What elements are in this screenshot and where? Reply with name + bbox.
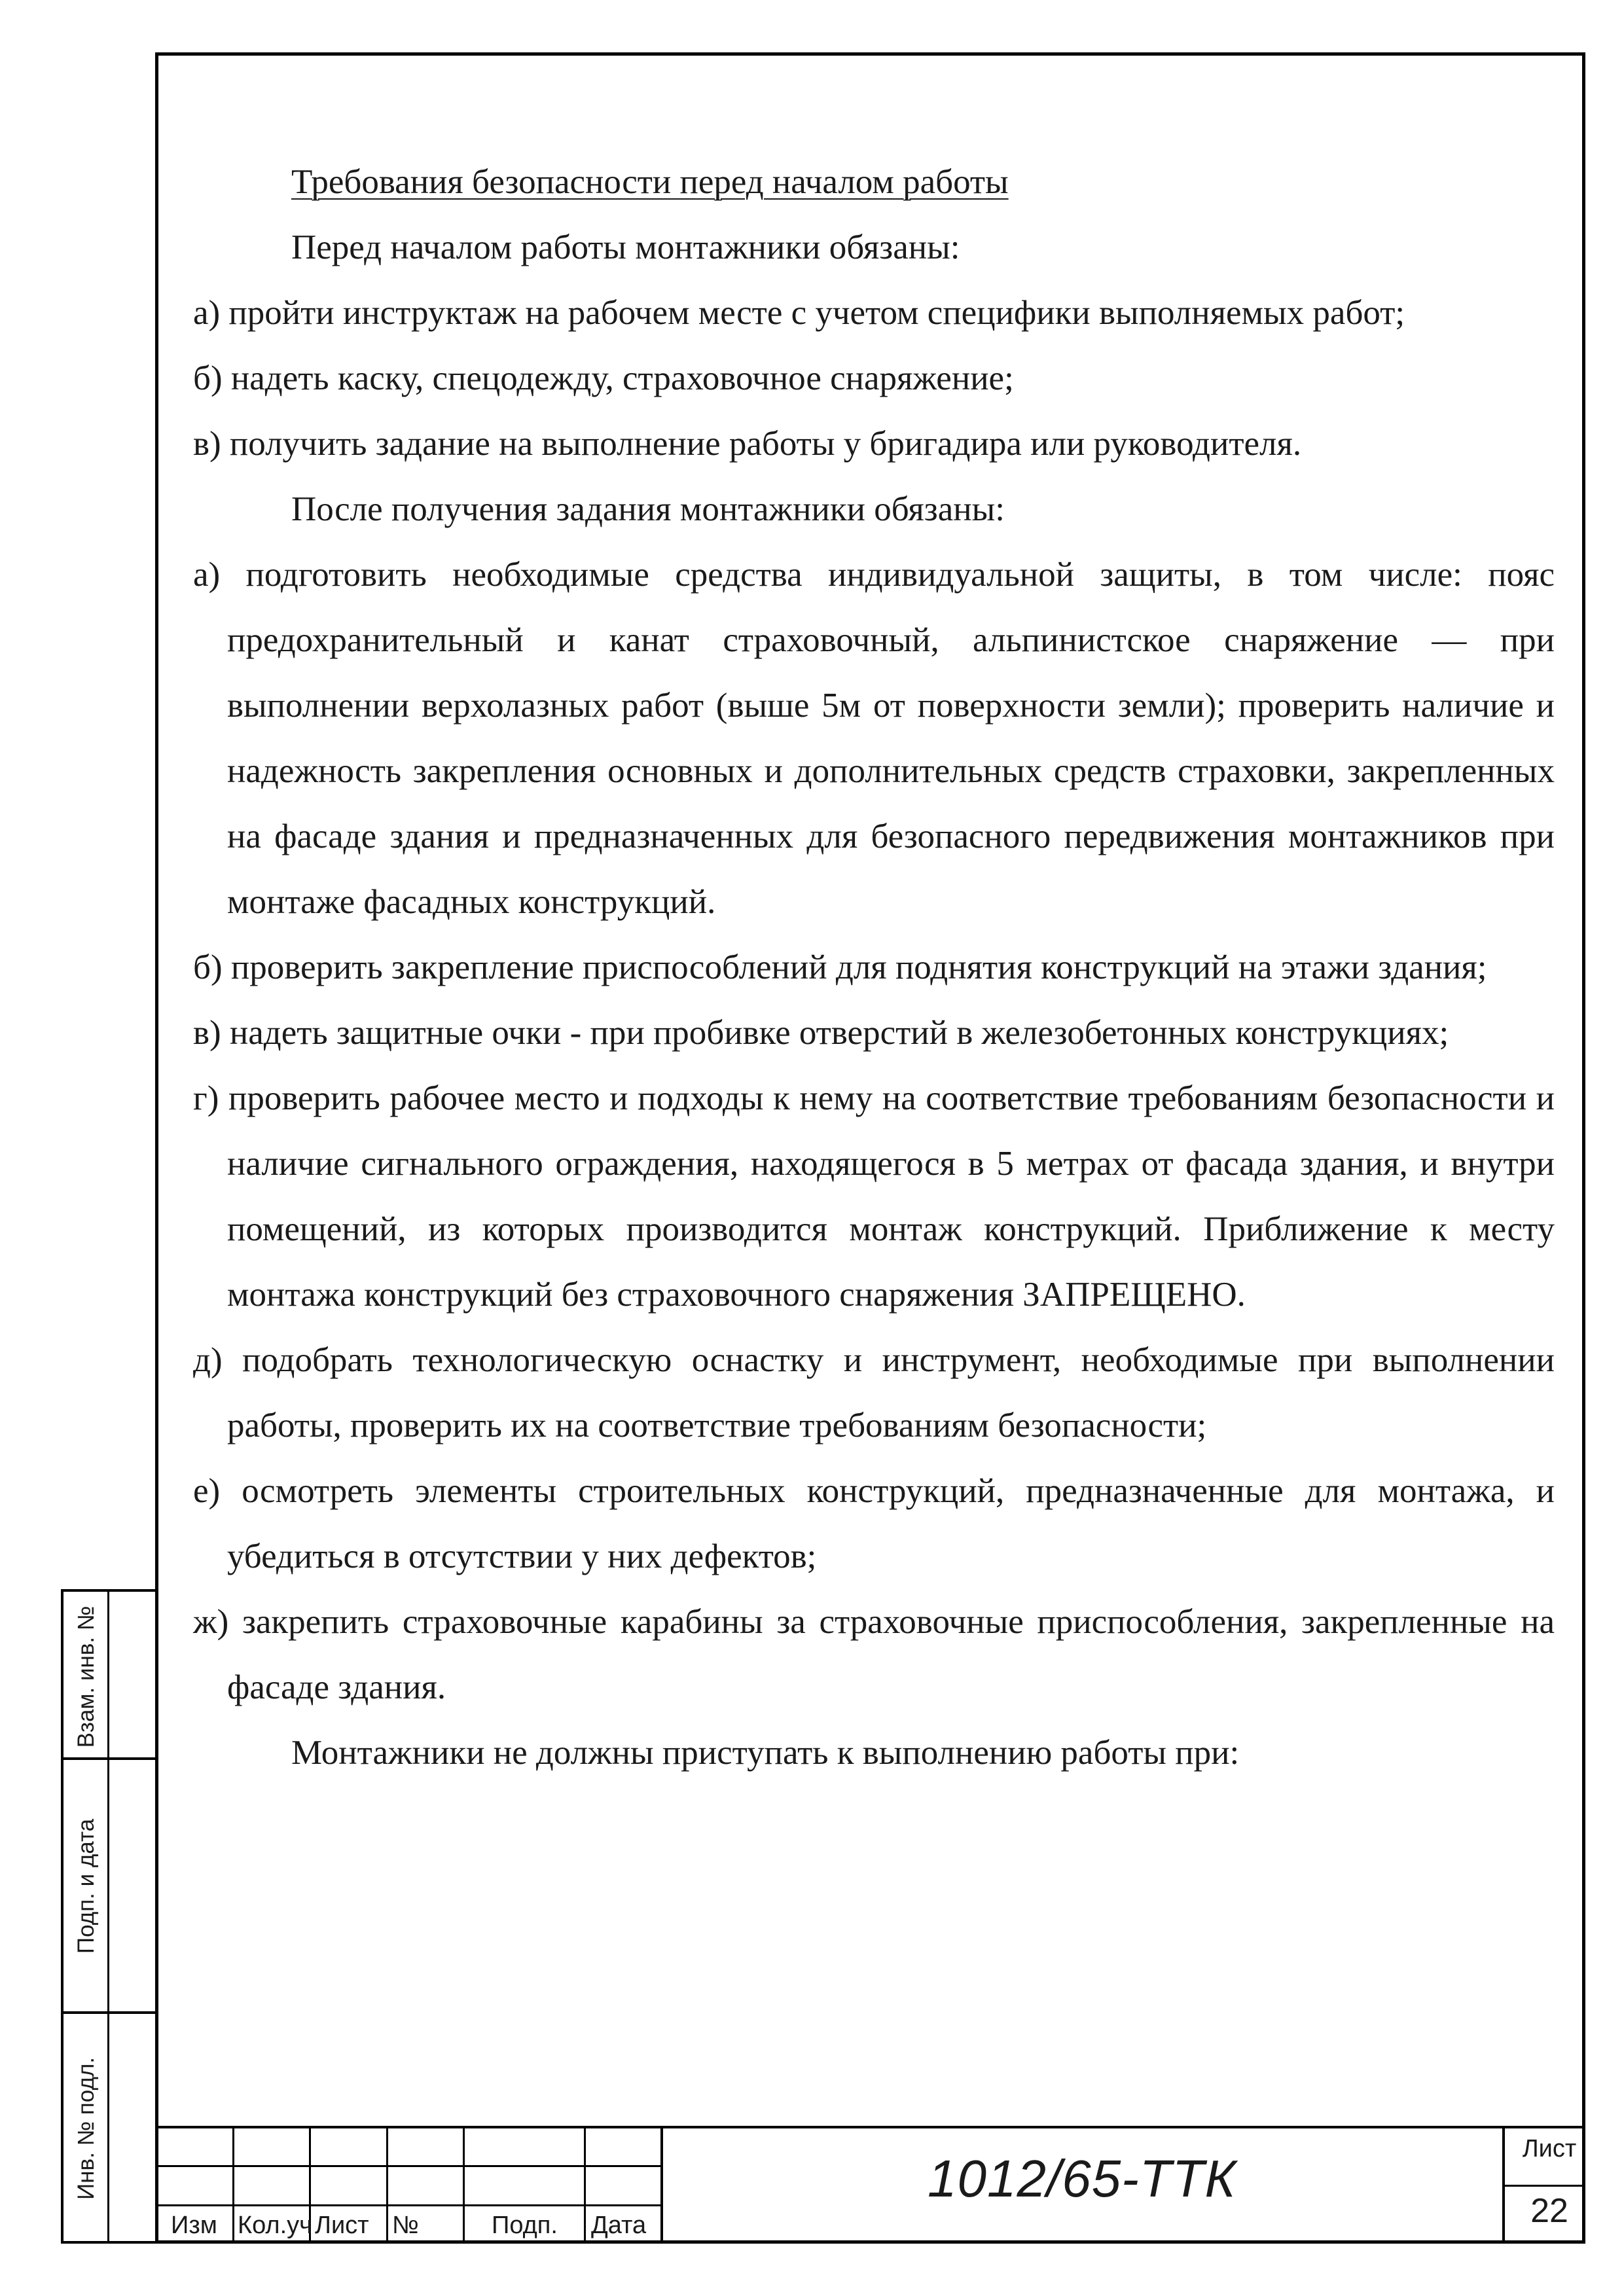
col-header-sheet: Лист	[315, 2212, 369, 2239]
sheet-number: 22	[1530, 2192, 1568, 2230]
intro-paragraph: Перед началом работы монтажники обязаны:	[291, 228, 960, 266]
list-item: д) подобрать технологическую оснастку и инструмент, необходимые при выполнении работы, проверить их на соответствие требованиям безопасности;	[193, 1341, 1555, 1444]
title-block-col-line	[660, 2126, 663, 2244]
list-item: в) получить задание на выполнение работы у бригадира или руководителя.	[193, 425, 1302, 463]
list-item: ж) закрепить страховочные карабины за страховочные приспособления, закрепленные на фасаде здания.	[193, 1603, 1555, 1706]
list-item: г) проверить рабочее место и подходы к нему на соответствие требованиям безопасности и наличие сигнального ограждения, находящегося в 5 метрах от фасада здания, и внутри помещений, из которых производится монтаж конструкций. Приближение к месту монтажа конструкций без страховочного снаряжения ЗАПРЕЩЕНО.	[193, 1079, 1555, 1314]
col-header-number: №	[392, 2212, 419, 2239]
side-stamp	[61, 1589, 155, 2244]
title-block-col-line	[232, 2126, 234, 2244]
side-label-replacement-inv: Взам. инв. №	[73, 1605, 99, 1748]
list-item: е) осмотреть элементы строительных конструкций, предназначенные для монтажа, и убедиться в отсутствии у них дефектов;	[193, 1472, 1555, 1575]
title-block-col-line	[584, 2126, 586, 2244]
sheet-label: Лист	[1522, 2135, 1577, 2162]
side-label-sign-date: Подп. и дата	[73, 1818, 99, 1954]
col-header-count: Кол.уч	[238, 2212, 312, 2239]
col-header-signature: Подп.	[492, 2212, 558, 2239]
title-block-col-line	[463, 2126, 465, 2244]
list-item: б) надеть каску, спецодежду, страховочное снаряжение;	[193, 359, 1014, 397]
side-stamp-row-divider	[63, 2011, 155, 2014]
list-item: а) подготовить необходимые средства индивидуальной защиты, в том числе: пояс предохранительный и канат страховочный, альпинистское снаряжение — при выполнении верхолазных работ (выше 5м от поверхности земли); проверить наличие и надежность закрепления основных и дополнительных средств страховки, закрепленных на фасаде здания и предназначенных для безопасного передвижения монтажников при монтаже фасадных конструкций.	[193, 556, 1555, 921]
list-item: а) пройти инструктаж на рабочем месте с учетом специфики выполняемых работ;	[193, 294, 1405, 332]
document-number: 1012/65-ТТК	[928, 2149, 1236, 2208]
title-block-col-line	[386, 2126, 388, 2244]
section-heading: Требования безопасности перед началом работы	[291, 163, 1009, 201]
title-block-top-line	[155, 2126, 1585, 2128]
col-header-change: Изм	[171, 2212, 217, 2239]
list-item: в) надеть защитные очки - при пробивке отверстий в железобетонных конструкциях;	[193, 1014, 1449, 1052]
title-block	[155, 2126, 1585, 2244]
intro-paragraph: После получения задания монтажники обязаны:	[291, 490, 1005, 528]
side-stamp-row-divider	[63, 1757, 155, 1760]
side-label-original-inv: Инв. № подл.	[73, 2056, 99, 2200]
closing-paragraph: Монтажники не должны приступать к выполнению работы при:	[291, 1734, 1240, 1772]
list-item: б) проверить закрепление приспособлений для поднятия конструкций на этажи здания;	[193, 948, 1487, 986]
document-body	[193, 149, 1555, 1785]
col-header-date: Дата	[591, 2212, 647, 2239]
